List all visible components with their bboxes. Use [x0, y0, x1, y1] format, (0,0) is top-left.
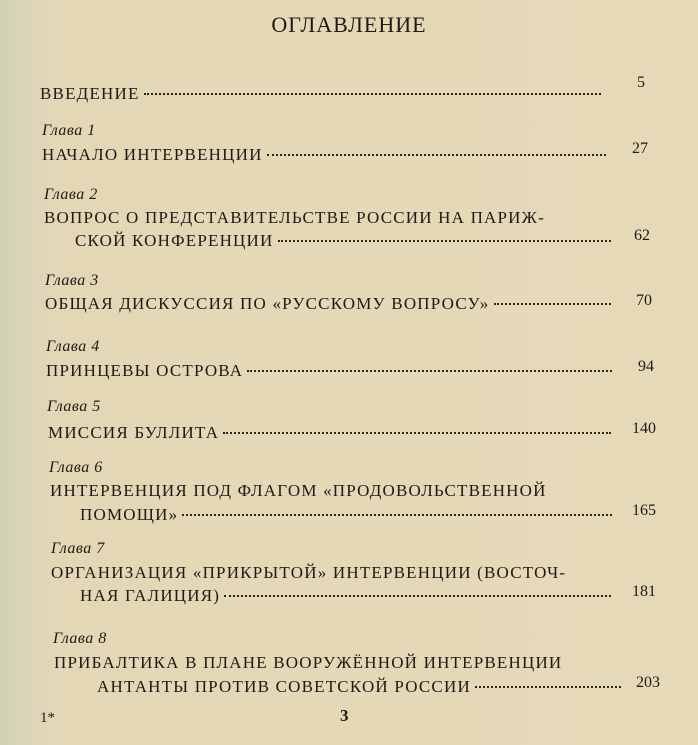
- toc-entry-title: СКОЙ КОНФЕРЕНЦИИ: [75, 231, 274, 250]
- toc-entry-chapter-7-line-2: [80, 586, 615, 606]
- toc-entry-chapter-3: [45, 294, 615, 314]
- dot-leader: [247, 370, 612, 372]
- toc-entry-intro: [40, 84, 605, 104]
- dot-leader: [223, 432, 611, 434]
- toc-page-number: 140: [632, 420, 656, 437]
- toc-page-number: 165: [632, 502, 656, 519]
- toc-entry-title: ПОМОЩИ»: [80, 505, 179, 524]
- toc-entry-chapter-2-line-1: [44, 208, 545, 228]
- toc-entry-title: ОРГАНИЗАЦИЯ «ПРИКРЫТОЙ» ИНТЕРВЕНЦИИ (ВОСТОЧ-: [51, 563, 567, 582]
- dot-leader: [278, 240, 612, 242]
- page-number: 3: [340, 706, 349, 725]
- toc-entry-title: НАЧАЛО ИНТЕРВЕНЦИИ: [42, 145, 263, 164]
- toc-entry-title: ПРИНЦЕВЫ ОСТРОВА: [46, 361, 244, 380]
- toc-page-number: 27: [632, 140, 648, 157]
- toc-page-number: 5: [637, 74, 645, 91]
- toc-entry-title: НАЯ ГАЛИЦИЯ): [80, 586, 221, 605]
- toc-entry-chapter-5: [48, 423, 615, 443]
- toc-page-number: 181: [632, 583, 656, 600]
- toc-entry-title: ВОПРОС О ПРЕДСТАВИТЕЛЬСТВЕ РОССИИ НА ПАРИЖ-: [44, 208, 545, 227]
- toc-entry-title: ИНТЕРВЕНЦИЯ ПОД ФЛАГОМ «ПРОДОВОЛЬСТВЕННОЙ: [50, 481, 547, 500]
- toc-entry-chapter-2-line-2: [75, 231, 615, 251]
- toc-entry-title: ВВЕДЕНИЕ: [40, 84, 140, 103]
- toc-entry-title: МИССИЯ БУЛЛИТА: [48, 423, 220, 442]
- chapter-label: Глава 5: [47, 398, 101, 415]
- toc-entry-chapter-4: [46, 361, 616, 381]
- dot-leader: [144, 93, 601, 95]
- toc-entry-chapter-8-line-2: [97, 677, 625, 697]
- chapter-label: Глава 8: [53, 630, 107, 647]
- toc-entry-title: ПРИБАЛТИКА В ПЛАНЕ ВООРУЖЁННОЙ ИНТЕРВЕНЦИИ: [54, 653, 563, 672]
- toc-entry-title: ОБЩАЯ ДИСКУССИЯ ПО «РУССКОМУ ВОПРОСУ»: [45, 294, 490, 313]
- toc-entry-chapter-6-line-2: [80, 505, 616, 525]
- toc-entry-chapter-7-line-1: [51, 563, 566, 583]
- toc-entry-title: АНТАНТЫ ПРОТИВ СОВЕТСКОЙ РОССИИ: [97, 677, 471, 696]
- signature-mark: 1*: [40, 710, 55, 726]
- chapter-label: Глава 1: [42, 122, 96, 139]
- toc-page-number: 203: [636, 674, 660, 691]
- dot-leader: [224, 595, 611, 597]
- toc-page-number: 62: [634, 227, 650, 244]
- toc-entry-chapter-6-line-1: [50, 481, 547, 501]
- dot-leader: [267, 154, 606, 156]
- toc-entry-chapter-8-line-1: [54, 653, 562, 673]
- toc-page-number: 70: [636, 292, 652, 309]
- chapter-label: Глава 2: [44, 186, 98, 203]
- toc-entry-chapter-1: [42, 145, 610, 165]
- chapter-label: Глава 7: [51, 540, 105, 557]
- chapter-label: Глава 3: [45, 272, 99, 289]
- page-title: ОГЛАВЛЕНИЕ: [271, 12, 427, 37]
- dot-leader: [182, 514, 612, 516]
- chapter-label: Глава 6: [49, 459, 103, 476]
- chapter-label: Глава 4: [46, 338, 100, 355]
- toc-page-number: 94: [638, 358, 654, 375]
